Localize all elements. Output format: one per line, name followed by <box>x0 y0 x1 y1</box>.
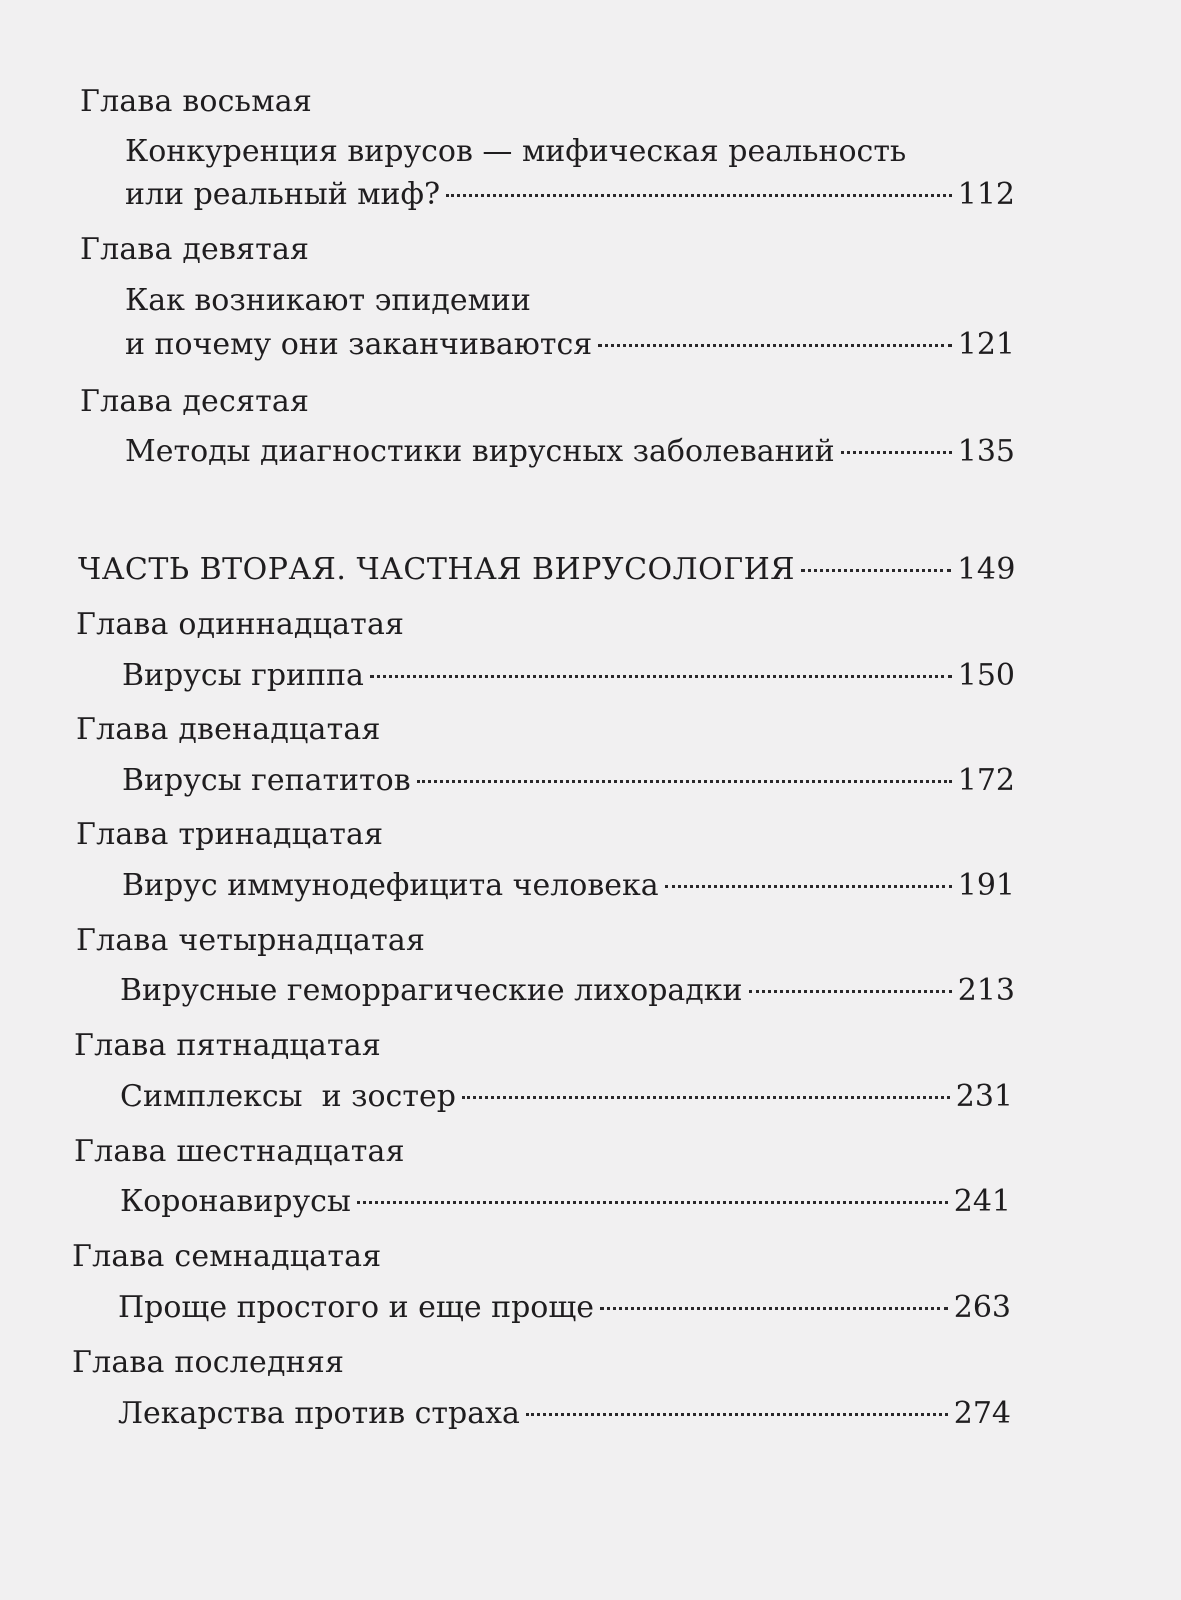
toc-entry[interactable] <box>120 971 1015 1011</box>
part-title: ЧАСТЬ ВТОРАЯ. ЧАСТНАЯ ВИРУСОЛОГИЯ <box>78 552 796 587</box>
chapter-heading: Глава последняя <box>72 1345 345 1380</box>
toc-entry[interactable] <box>122 866 1015 906</box>
toc-entry[interactable] <box>120 1077 1013 1117</box>
page-number: 213 <box>957 973 1015 1008</box>
toc-entry[interactable] <box>118 1394 1011 1434</box>
dot-leader <box>598 344 952 347</box>
chapter-title: Вирусы гриппа <box>122 658 364 693</box>
chapter-title: Вирусы гепатитов <box>122 763 411 798</box>
page-number: 149 <box>957 552 1016 587</box>
chapter-title: Вирус иммунодефицита человека <box>122 868 659 903</box>
toc-entry[interactable] <box>125 325 1015 365</box>
chapter-title: Проще простого и еще проще <box>118 1290 595 1325</box>
chapter-heading: Глава семнадцатая <box>72 1239 382 1274</box>
chapter-heading: Глава тринадцатая <box>76 817 384 852</box>
chapter-title: и почему они заканчиваются <box>125 327 593 362</box>
page-number: 274 <box>953 1396 1011 1431</box>
chapter-title-line: Конкуренция вирусов — мифическая реальность <box>125 134 907 169</box>
dot-leader <box>446 194 952 197</box>
chapter-heading: Глава восьмая <box>80 84 312 119</box>
dot-leader <box>801 569 951 572</box>
dot-leader <box>665 885 952 888</box>
chapter-title: Коронавирусы <box>120 1184 351 1219</box>
chapter-heading: Глава пятнадцатая <box>74 1028 381 1063</box>
chapter-heading: Глава десятая <box>80 384 310 419</box>
page-number: 121 <box>957 327 1015 362</box>
page-number: 231 <box>955 1079 1013 1114</box>
chapter-heading: Глава шестнадцатая <box>74 1134 405 1169</box>
dot-leader <box>370 675 952 678</box>
page-number: 150 <box>957 658 1015 693</box>
page-number: 263 <box>953 1290 1011 1325</box>
chapter-heading: Глава одиннадцатая <box>76 607 405 642</box>
chapter-heading: Глава двенадцатая <box>76 712 381 747</box>
toc-entry[interactable] <box>118 1288 1011 1328</box>
dot-leader <box>417 780 952 783</box>
page-number: 241 <box>953 1184 1011 1219</box>
toc-entry[interactable] <box>125 432 1015 472</box>
chapter-title: Симплексы и зостер <box>120 1079 456 1114</box>
dot-leader <box>749 990 952 993</box>
dot-leader <box>526 1413 948 1416</box>
dot-leader <box>462 1096 950 1099</box>
page-number: 135 <box>957 434 1015 469</box>
chapter-heading: Глава четырнадцатая <box>76 923 426 958</box>
part-entry[interactable] <box>78 550 1016 590</box>
toc-entry[interactable] <box>122 761 1015 801</box>
dot-leader <box>841 451 952 454</box>
chapter-title: Методы диагностики вирусных заболеваний <box>125 434 835 469</box>
page-number: 191 <box>957 868 1015 903</box>
toc-entry[interactable] <box>122 656 1015 696</box>
chapter-title: Лекарства против страха <box>118 1396 520 1431</box>
page-number: 172 <box>957 763 1015 798</box>
dot-leader <box>357 1201 948 1204</box>
chapter-title: или реальный миф? <box>125 177 441 212</box>
chapter-title-line: Как возникают эпидемии <box>125 283 531 318</box>
chapter-heading: Глава девятая <box>80 232 310 267</box>
chapter-title: Вирусные геморрагические лихорадки <box>120 973 743 1008</box>
dot-leader <box>600 1307 948 1310</box>
toc-entry[interactable] <box>125 175 1015 215</box>
page-number: 112 <box>957 177 1015 212</box>
toc-entry[interactable] <box>120 1182 1011 1222</box>
